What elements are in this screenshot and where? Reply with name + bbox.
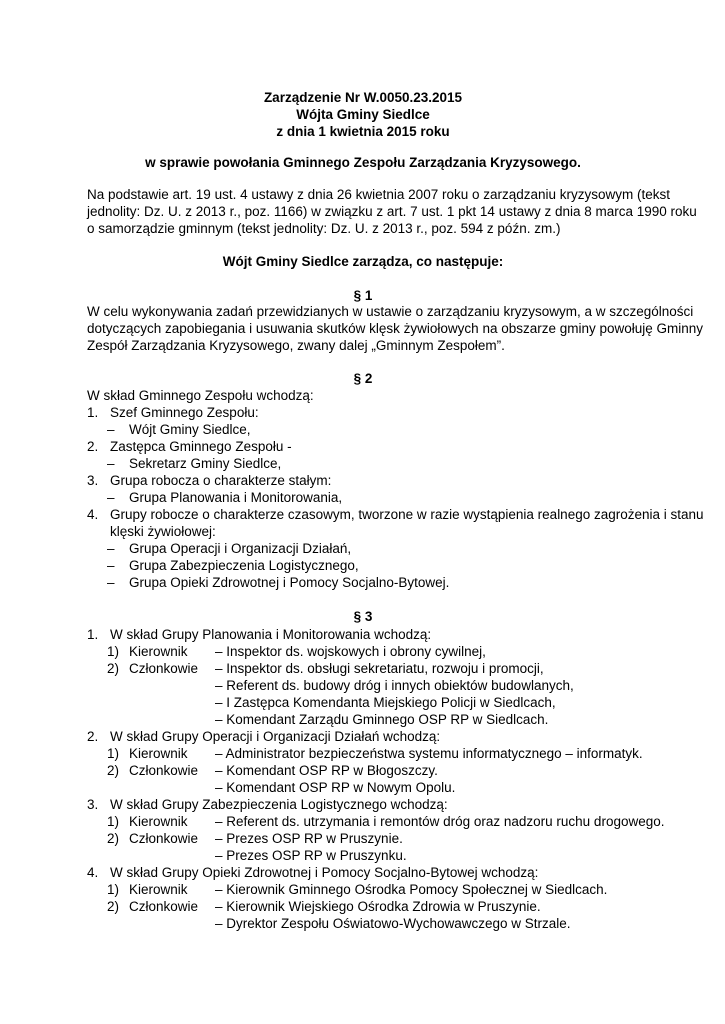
role-person: – Komendant Zarządu Gminnego OSP RP w Siedlcach. — [215, 712, 549, 727]
group-title: W skład Grupy Operacji i Organizacji Działań wchodzą: — [110, 729, 441, 744]
sub-item: Wójt Gminy Siedlce, — [129, 422, 251, 437]
list-item: Grupa robocza o charakterze stałym: — [110, 473, 332, 488]
dash-bullet: – — [107, 541, 115, 556]
role-label: Członkowie — [129, 763, 199, 778]
role-person: – Inspektor ds. obsługi sekretariatu, rozwoju i promocji, — [215, 661, 544, 676]
role-person: – Komendant OSP RP w Nowym Opolu. — [215, 780, 456, 795]
list-number: 2. — [87, 439, 99, 454]
dash-bullet: – — [107, 490, 115, 505]
group-title: W skład Grupy Planowania i Monitorowania wchodzą: — [110, 627, 432, 642]
role-number: 2) — [107, 661, 120, 676]
group-title: W skład Grupy Opieki Zdrowotnej i Pomocy Socjalno-Bytowej wchodzą: — [110, 865, 539, 880]
list-number: 3. — [87, 473, 99, 488]
role-label: Członkowie — [129, 831, 199, 846]
list-number: 3. — [87, 797, 99, 812]
document-issuer: Wójta Gminy Siedlce — [296, 107, 430, 122]
preamble-line: o samorządzie gminnym (tekst jednolity: Dz. U. z 2013 r., poz. 594 z późn. zm.) — [87, 221, 561, 236]
role-label: Kierownik — [129, 814, 188, 829]
preamble-line: jednolity: Dz. U. z 2013 r., poz. 1166) w związku z art. 7 ust. 1 pkt 14 ustawy z dnia 8 marca 1990 roku — [87, 204, 697, 219]
list-number: 4. — [87, 507, 99, 522]
order-line: Wójt Gminy Siedlce zarządza, co następuje: — [222, 254, 504, 269]
sub-item: Grupa Opieki Zdrowotnej i Pomocy Socjalno-Bytowej. — [129, 575, 450, 590]
preamble-line: Na podstawie art. 19 ust. 4 ustawy z dnia 26 kwietnia 2007 roku o zarządzaniu kryzysowym (tekst — [87, 187, 671, 202]
list-number: 1. — [87, 627, 99, 642]
role-person: – Prezes OSP RP w Pruszynku. — [215, 848, 407, 863]
sub-item: Sekretarz Gminy Siedlce, — [129, 456, 282, 471]
role-number: 1) — [107, 644, 120, 659]
role-label: Kierownik — [129, 746, 188, 761]
list-number: 1. — [87, 405, 99, 420]
list-number: 4. — [87, 865, 99, 880]
document-page — [87, 0, 704, 1024]
section-1-line: dotyczących zapobiegania i usuwania skutków klęsk żywiołowych na obszarze gminy powołuję Gminny — [87, 321, 704, 336]
list-item: Zastępca Gminnego Zespołu - — [110, 439, 292, 454]
role-number: 1) — [107, 814, 120, 829]
dash-bullet: – — [107, 422, 115, 437]
dash-bullet: – — [107, 575, 115, 590]
role-label: Kierownik — [129, 882, 188, 897]
section-2-intro: W skład Gminnego Zespołu wchodzą: — [87, 388, 314, 403]
role-person: – Kierownik Gminnego Ośrodka Pomocy Społecznej w Siedlcach. — [215, 882, 608, 897]
role-number: 2) — [107, 831, 120, 846]
dash-bullet: – — [107, 558, 115, 573]
role-label: Kierownik — [129, 644, 188, 659]
section-1-line: Zespół Zarządzania Kryzysowego, zwany dalej „Gminnym Zespołem”. — [87, 338, 505, 353]
list-item: Szef Gminnego Zespołu: — [110, 405, 259, 420]
role-number: 1) — [107, 746, 120, 761]
role-person: – I Zastępca Komendanta Miejskiego Policji w Siedlcach, — [215, 695, 556, 710]
role-person: – Referent ds. budowy dróg i innych obiektów budowlanych, — [215, 678, 574, 693]
document-subject: w sprawie powołania Gminnego Zespołu Zarządzania Kryzysowego. — [145, 155, 581, 170]
role-person: – Administrator bezpieczeństwa systemu informatycznego – informatyk. — [215, 746, 643, 761]
section-3-heading: § 3 — [353, 609, 373, 624]
role-person: – Dyrektor Zespołu Oświatowo-Wychowawczego w Strzale. — [215, 916, 571, 931]
section-2-heading: § 2 — [353, 371, 373, 386]
role-person: – Komendant OSP RP w Błogoszczy. — [215, 763, 438, 778]
role-person: – Referent ds. utrzymania i remontów dróg oraz nadzoru ruchu drogowego. — [215, 814, 665, 829]
role-person: – Inspektor ds. wojskowych i obrony cywilnej, — [215, 644, 486, 659]
role-label: Członkowie — [129, 661, 199, 676]
sub-item: Grupa Planowania i Monitorowania, — [129, 490, 343, 505]
role-person: – Kierownik Wiejskiego Ośrodka Zdrowia w Pruszynie. — [215, 899, 541, 914]
section-1-line: W celu wykonywania zadań przewidzianych w ustawie o zarządzaniu kryzysowym, a w szczególności — [87, 304, 694, 319]
dash-bullet: – — [107, 456, 115, 471]
role-person: – Prezes OSP RP w Pruszynie. — [215, 831, 403, 846]
list-item-continued: klęski żywiołowej: — [110, 524, 216, 539]
group-title: W skład Grupy Zabezpieczenia Logistycznego wchodzą: — [110, 797, 448, 812]
section-1-heading: § 1 — [353, 288, 373, 303]
role-number: 2) — [107, 899, 120, 914]
role-number: 1) — [107, 882, 120, 897]
document-date: z dnia 1 kwietnia 2015 roku — [276, 124, 450, 139]
sub-item: Grupa Operacji i Organizacji Działań, — [129, 541, 352, 556]
sub-item: Grupa Zabezpieczenia Logistycznego, — [129, 558, 359, 573]
role-number: 2) — [107, 763, 120, 778]
list-number: 2. — [87, 729, 99, 744]
role-label: Członkowie — [129, 899, 199, 914]
list-item: Grupy robocze o charakterze czasowym, tworzone w razie wystąpienia realnego zagrożenia i stanu — [110, 507, 704, 522]
document-title: Zarządzenie Nr W.0050.23.2015 — [263, 90, 463, 105]
